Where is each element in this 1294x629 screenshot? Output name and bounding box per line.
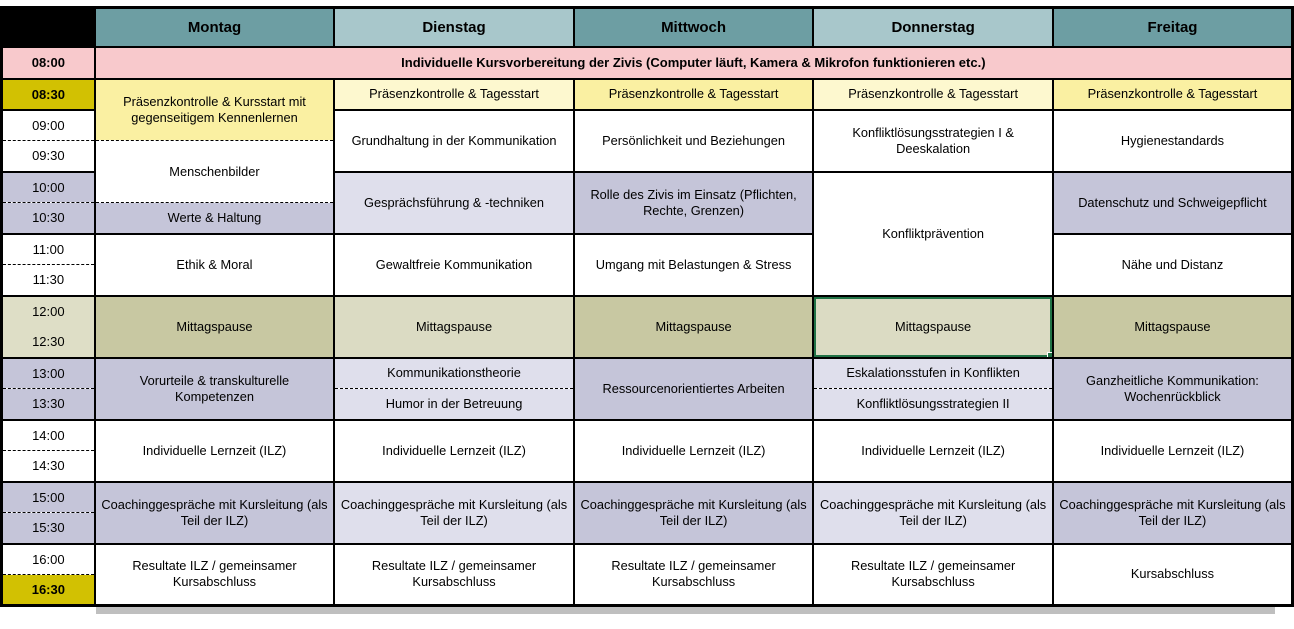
time-cell-1530[interactable]: 15:30 <box>2 513 95 544</box>
event-cell-mittwoch-1300[interactable]: Ressourcenorientiertes Arbeiten <box>574 358 814 420</box>
event-cell-dienstag-1300[interactable]: Kommunikationstheorie <box>334 358 574 389</box>
time-cell-1100[interactable]: 11:00 <box>2 234 95 265</box>
event-cell-donnerstag-0900[interactable]: Konfliktlösungsstrategien I & Deeskalation <box>813 110 1053 172</box>
event-cell-montag-0930[interactable]: Menschenbilder <box>95 141 335 203</box>
event-cell-donnerstag-0830[interactable]: Präsenzkontrolle & Tagesstart <box>813 79 1053 110</box>
event-cell-mittwoch-0830[interactable]: Präsenzkontrolle & Tagesstart <box>574 79 814 110</box>
time-cell-1330[interactable]: 13:30 <box>2 389 95 420</box>
event-cell-dienstag-1000[interactable]: Gesprächsführung & -techniken <box>334 172 574 234</box>
time-cell-1400[interactable]: 14:00 <box>2 420 95 451</box>
event-cell-donnerstag-1600[interactable]: Resultate ILZ / gemeinsamer Kursabschluss <box>813 544 1053 606</box>
time-cell-1600[interactable]: 16:00 <box>2 544 95 575</box>
schedule-header <box>2 8 1293 47</box>
event-cell-freitag-1300[interactable]: Ganzheitliche Kommunikation: Wochenrückblick <box>1053 358 1293 420</box>
event-cell-donnerstag-1330[interactable]: Konfliktlösungsstrategien II <box>813 389 1053 420</box>
day-header-dienstag[interactable]: Dienstag <box>334 8 574 47</box>
schedule-table <box>0 6 1294 607</box>
event-cell-mittwoch-1100[interactable]: Umgang mit Belastungen & Stress <box>574 234 814 296</box>
time-cell-0830[interactable]: 08:30 <box>2 79 95 110</box>
time-cell-1030[interactable]: 10:30 <box>2 203 95 234</box>
schedule-body <box>2 47 1293 606</box>
event-cell-montag-1200[interactable]: Mittagspause <box>95 296 335 358</box>
event-cell-dienstag-1600[interactable]: Resultate ILZ / gemeinsamer Kursabschluss <box>334 544 574 606</box>
time-cell-1300[interactable]: 13:00 <box>2 358 95 389</box>
time-cell-0800[interactable]: 08:00 <box>2 47 95 79</box>
event-cell-montag-0830[interactable]: Präsenzkontrolle & Kursstart mit gegenseitigem Kennenlernen <box>95 79 335 141</box>
event-cell-mittwoch-1000[interactable]: Rolle des Zivis im Einsatz (Pflichten, Rechte, Grenzen) <box>574 172 814 234</box>
event-cell-donnerstag-1000[interactable]: Konfliktprävention <box>813 172 1053 296</box>
event-cell-mittwoch-1500[interactable]: Coachinggespräche mit Kursleitung (als Teil der ILZ) <box>574 482 814 544</box>
event-cell-dienstag-1500[interactable]: Coachinggespräche mit Kursleitung (als Teil der ILZ) <box>334 482 574 544</box>
time-cell-1200[interactable]: 12:00 <box>2 296 95 327</box>
time-cell-1230[interactable]: 12:30 <box>2 327 95 358</box>
day-header-donnerstag[interactable]: Donnerstag <box>813 8 1053 47</box>
event-cell-mittwoch-1600[interactable]: Resultate ILZ / gemeinsamer Kursabschluss <box>574 544 814 606</box>
corner-cell[interactable] <box>2 8 95 47</box>
day-header-freitag[interactable]: Freitag <box>1053 8 1293 47</box>
time-cell-1630[interactable]: 16:30 <box>2 575 95 606</box>
time-cell-1130[interactable]: 11:30 <box>2 265 95 296</box>
spreadsheet-row-remnant <box>96 607 1275 614</box>
event-cell-dienstag-1100[interactable]: Gewaltfreie Kommunikation <box>334 234 574 296</box>
event-cell-freitag-0900[interactable]: Hygienestandards <box>1053 110 1293 172</box>
event-cell-freitag-1600[interactable]: Kursabschluss <box>1053 544 1293 606</box>
event-cell-montag-1300[interactable]: Vorurteile & transkulturelle Kompetenzen <box>95 358 335 420</box>
event-cell-montag-1400[interactable]: Individuelle Lernzeit (ILZ) <box>95 420 335 482</box>
event-cell-montag-1030[interactable]: Werte & Haltung <box>95 203 335 234</box>
event-cell-dienstag-0900[interactable]: Grundhaltung in der Kommunikation <box>334 110 574 172</box>
event-cell-freitag-1200[interactable]: Mittagspause <box>1053 296 1293 358</box>
event-cell-dienstag-0830[interactable]: Präsenzkontrolle & Tagesstart <box>334 79 574 110</box>
event-cell-freitag-1500[interactable]: Coachinggespräche mit Kursleitung (als Teil der ILZ) <box>1053 482 1293 544</box>
prep-banner-cell[interactable]: Individuelle Kursvorbereitung der Zivis (Computer läuft, Kamera & Mikrofon funktionieren etc.) <box>95 47 1293 79</box>
event-cell-freitag-1000[interactable]: Datenschutz und Schweigepflicht <box>1053 172 1293 234</box>
time-cell-1430[interactable]: 14:30 <box>2 451 95 482</box>
event-cell-freitag-1400[interactable]: Individuelle Lernzeit (ILZ) <box>1053 420 1293 482</box>
event-cell-dienstag-1200[interactable]: Mittagspause <box>334 296 574 358</box>
time-cell-1500[interactable]: 15:00 <box>2 482 95 513</box>
event-cell-mittwoch-1200[interactable]: Mittagspause <box>574 296 814 358</box>
day-header-montag[interactable]: Montag <box>95 8 335 47</box>
event-cell-dienstag-1330[interactable]: Humor in der Betreuung <box>334 389 574 420</box>
event-cell-mittwoch-1400[interactable]: Individuelle Lernzeit (ILZ) <box>574 420 814 482</box>
event-cell-donnerstag-1200[interactable]: Mittagspause <box>813 296 1053 358</box>
event-cell-dienstag-1400[interactable]: Individuelle Lernzeit (ILZ) <box>334 420 574 482</box>
event-cell-mittwoch-0900[interactable]: Persönlichkeit und Beziehungen <box>574 110 814 172</box>
event-cell-montag-1600[interactable]: Resultate ILZ / gemeinsamer Kursabschluss <box>95 544 335 606</box>
event-cell-freitag-1100[interactable]: Nähe und Distanz <box>1053 234 1293 296</box>
event-cell-montag-1500[interactable]: Coachinggespräche mit Kursleitung (als Teil der ILZ) <box>95 482 335 544</box>
time-cell-0900[interactable]: 09:00 <box>2 110 95 141</box>
event-cell-donnerstag-1400[interactable]: Individuelle Lernzeit (ILZ) <box>813 420 1053 482</box>
day-header-mittwoch[interactable]: Mittwoch <box>574 8 814 47</box>
time-cell-1000[interactable]: 10:00 <box>2 172 95 203</box>
event-cell-montag-1100[interactable]: Ethik & Moral <box>95 234 335 296</box>
event-cell-donnerstag-1500[interactable]: Coachinggespräche mit Kursleitung (als Teil der ILZ) <box>813 482 1053 544</box>
time-cell-0930[interactable]: 09:30 <box>2 141 95 172</box>
event-cell-freitag-0830[interactable]: Präsenzkontrolle & Tagesstart <box>1053 79 1293 110</box>
event-cell-donnerstag-1300[interactable]: Eskalationsstufen in Konflikten <box>813 358 1053 389</box>
